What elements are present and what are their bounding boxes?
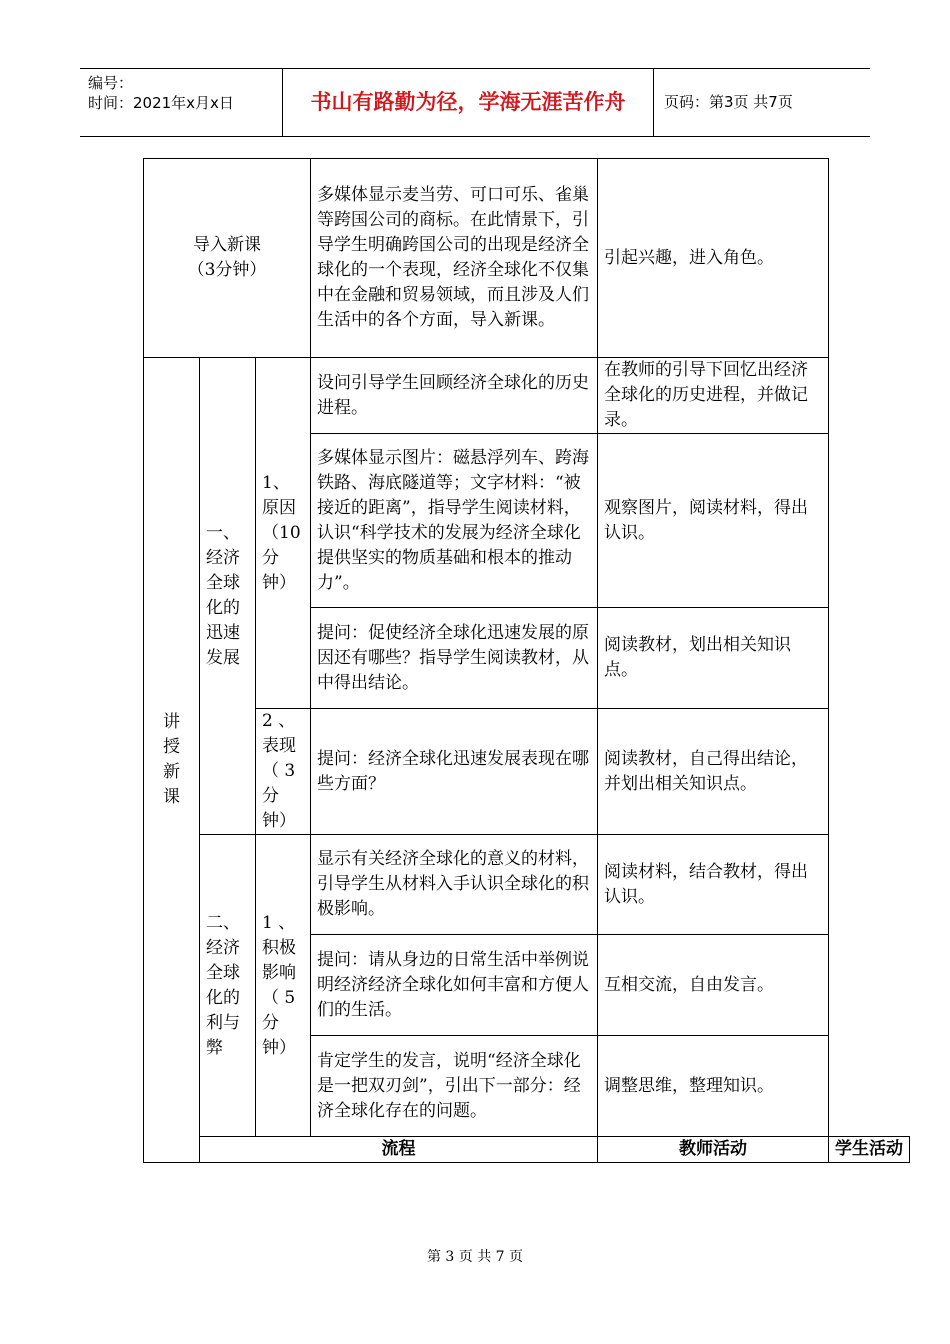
header-motto: 书山有路勤为径，学海无涯苦作舟 [282,69,654,136]
teacher-cell: 设问引导学生回顾经济全球化的历史进程。 [311,358,598,434]
lesson-plan-table [143,158,910,1163]
lecture-label-cell: 讲 授 新 课 [144,358,200,1163]
teacher-cell: 多媒体显示图片：磁悬浮列车、跨海铁路、海底隧道等；文字材料：“被接近的距离”，指导学生阅读材料，认识“科学技术的发展为经济全球化提供坚实的物质基础和根本的推动力”。 [311,434,598,608]
header-meta [80,69,282,136]
section2-title-cell: 二、 经济 全球 化的 利与 弊 [200,835,256,1137]
column-header-flow: 流程 [200,1137,598,1163]
page-footer: 第 3 页 共 7 页 [426,1249,524,1265]
flow-cell-intro [144,159,311,358]
teacher-cell: 多媒体显示麦当劳、可口可乐、雀巢等跨国公司的商标。在此情景下，引导学生明确跨国公司的出现是经济全球化的一个表现，经济全球化不仅集中在金融和贸易领域，而且涉及人们生活中的各个方面，导入新课。 [311,159,598,358]
student-cell: 互相交流，自由发言。 [598,935,829,1036]
student-cell: 阅读教材，划出相关知识点。 [598,608,829,709]
student-cell: 调整思维，整理知识。 [598,1036,829,1137]
flow-intro-text: 导入新课 （3分钟） [187,235,267,280]
student-cell: 观察图片，阅读材料，得出认识。 [598,434,829,608]
column-header-teacher: 教师活动 [598,1137,829,1163]
teacher-cell: 提问：经济全球化迅速发展表现在哪些方面？ [311,709,598,835]
page-header [80,68,870,137]
student-cell: 阅读教材，自己得出结论，并划出相关知识点。 [598,709,829,835]
table-row [144,159,910,358]
student-cell: 阅读材料，结合教材，得出认识。 [598,835,829,935]
document-date-label: 时间：2021年x月x日 [88,94,234,112]
teacher-cell: 提问：促使经济全球化迅速发展的原因还有哪些？指导学生阅读教材，从中得出结论。 [311,608,598,709]
student-cell: 引起兴趣，进入角色。 [598,159,829,358]
table-row [144,709,910,835]
table-row [144,835,910,935]
student-cell: 在教师的引导下回忆出经济全球化的历史进程，并做记录。 [598,358,829,434]
teacher-cell: 肯定学生的发言，说明“经济全球化是一把双刃剑”，引出下一部分：经济全球化存在的问题。 [311,1036,598,1137]
section1-part2-label: 2 、 表现 （ 3 分 钟） [256,709,311,835]
header-page-label: 页码：第3页 共7页 [664,93,793,111]
teacher-cell: 提问：请从身边的日常生活中举例说明经济经济全球化如何丰富和方便人们的生活。 [311,935,598,1036]
document-number-label: 编号： [88,74,134,92]
teacher-cell: 显示有关经济全球化的意义的材料，引导学生从材料入手认识全球化的积极影响。 [311,835,598,935]
table-row [144,358,910,434]
table-header-row [144,1137,910,1163]
section1-part1-label: 1、 原因 （10 分 钟） [256,358,311,709]
column-header-student: 学生活动 [829,1137,910,1163]
section2-part1-label: 1 、 积极 影响 （ 5 分 钟） [256,835,311,1137]
section1-title-cell: 一、 经济 全球 化的 迅速 发展 [200,358,256,835]
